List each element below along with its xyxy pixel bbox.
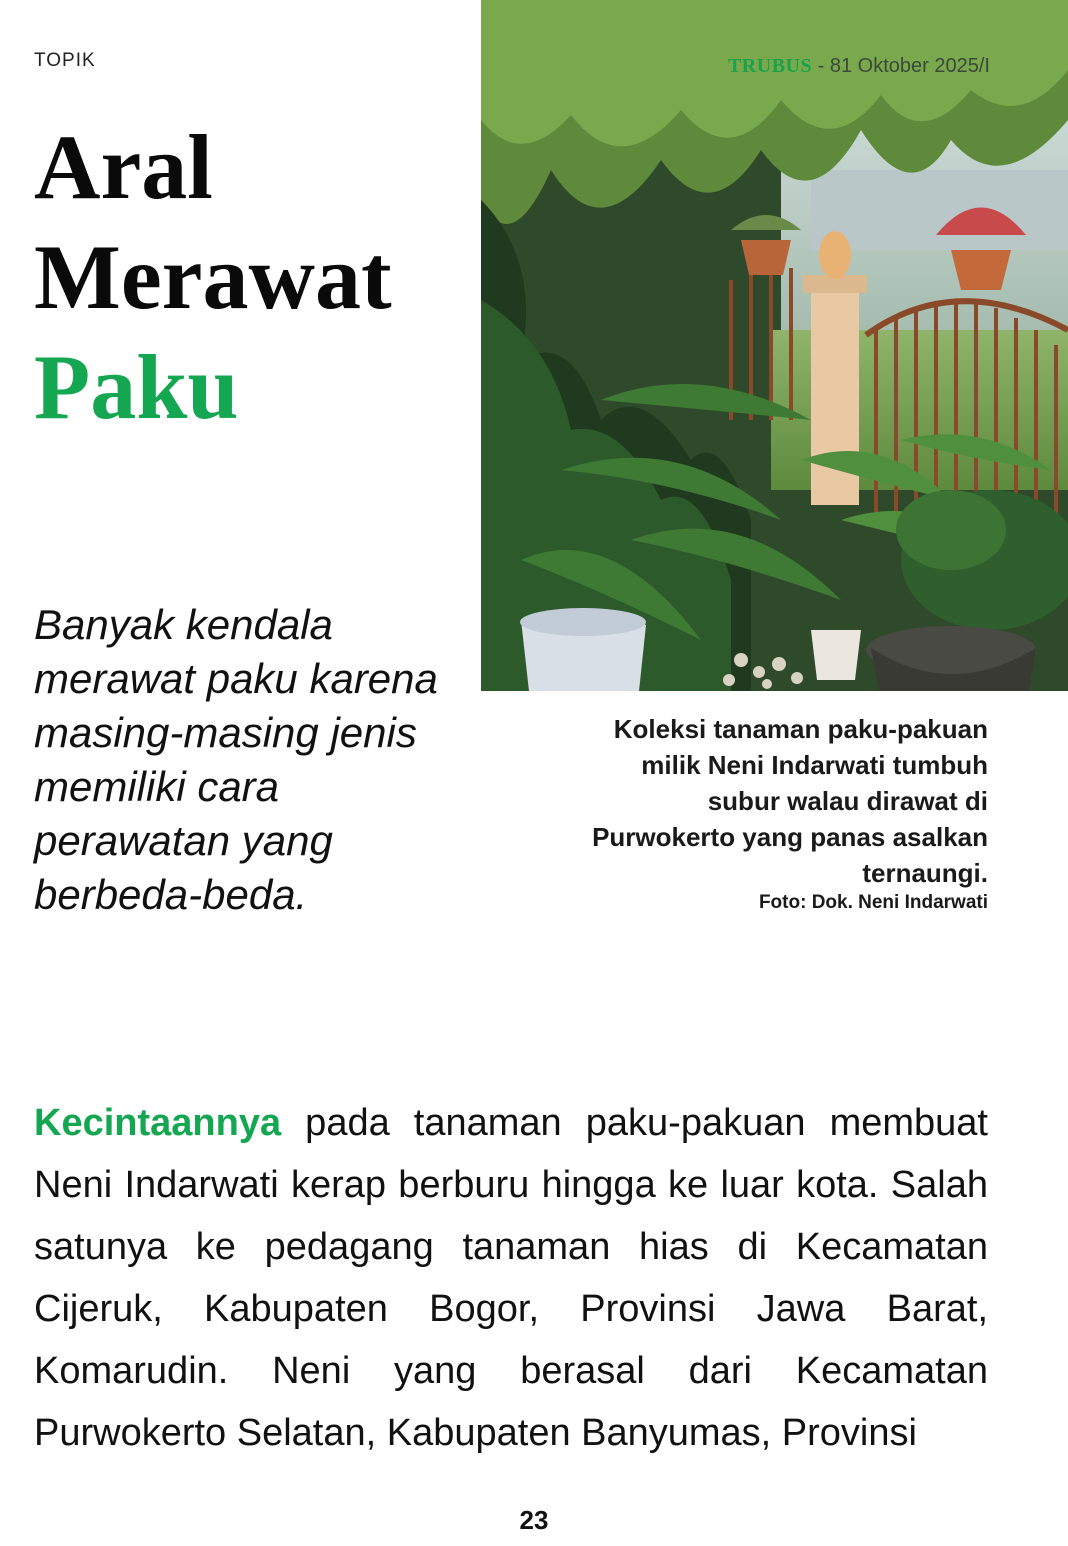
section-label: TOPIK xyxy=(34,50,96,71)
page-number: 23 xyxy=(519,1505,549,1535)
title-line-2: Merawat xyxy=(34,226,392,328)
page-title xyxy=(34,112,392,442)
title-line-3: Paku xyxy=(34,336,239,438)
body-text: pada tanaman paku-pakuan membuat Neni Indarwati kerap berburu hingga ke luar kota. Salah satunya ke pedagang tanaman hias di Kecamatan Cijeruk, Kabupaten Bogor, Provinsi Jawa Barat, Komarudin. Neni yang berasal dari Kecamatan Purwokerto Selatan, Kabupaten Banyumas, Provinsi xyxy=(34,1102,988,1454)
issue-date: - 81 Oktober 2025/I xyxy=(812,55,990,77)
photo-caption xyxy=(568,711,988,915)
lead-paragraph: Banyak kendala merawat paku karena masing-masing jenis memiliki cara perawatan yang berbeda-beda. xyxy=(34,601,438,918)
magazine-name: TRUBUS xyxy=(727,55,813,77)
fern-garden-photo xyxy=(481,0,1068,691)
photo-credit: Foto: Dok. Neni Indarwati xyxy=(758,892,988,913)
caption-text: Koleksi tanaman paku-pakuan milik Neni Indarwati tumbuh subur walau dirawat di Purwokerto yang panas asalkan ternaungi. xyxy=(592,714,988,888)
issue-line xyxy=(728,55,990,78)
title-line-1: Aral xyxy=(34,116,213,218)
body-paragraph xyxy=(34,1092,988,1464)
lead-word: Kecintaannya xyxy=(34,1102,282,1144)
